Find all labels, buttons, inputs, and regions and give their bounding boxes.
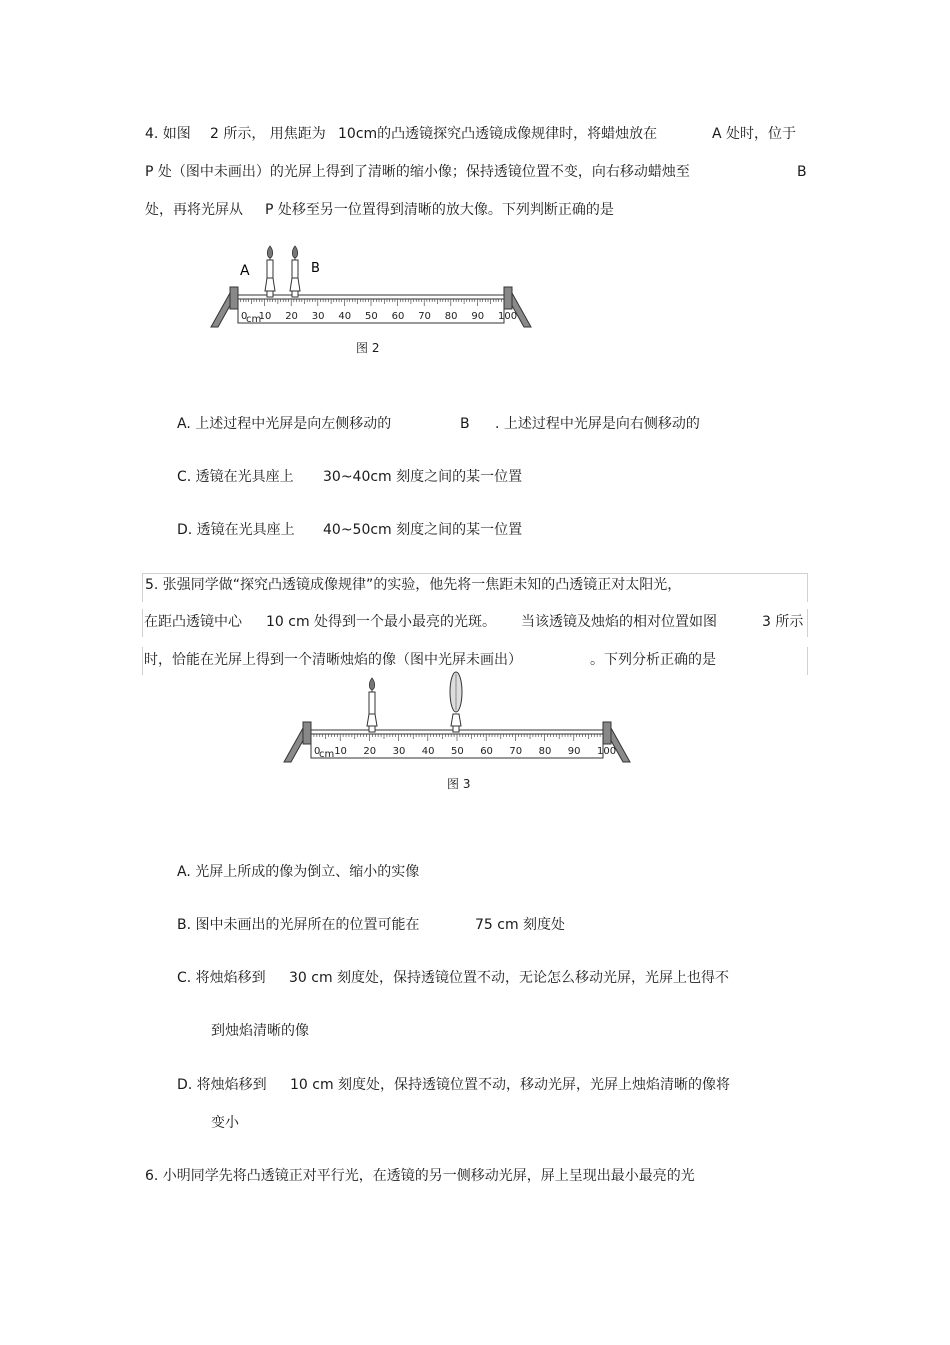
- ruler-tick-label: 30: [392, 746, 406, 757]
- q4-option-a: A. 上述过程中光屏是向左侧移动的: [177, 416, 392, 432]
- candle-a-label: A: [240, 263, 250, 279]
- q5-l2-d: 3 所示: [762, 614, 804, 630]
- q4-option-b-letter: B: [460, 416, 470, 432]
- holder-stand: [451, 714, 461, 726]
- figure-3-caption: 图 3: [447, 777, 471, 791]
- q4-option-b-text: . 上述过程中光屏是向右侧移动的: [495, 416, 700, 432]
- q4-option-d-b: 40~50cm 刻度之间的某一位置: [323, 522, 523, 538]
- q6-l1: 6. 小明同学先将凸透镜正对平行光，在透镜的另一侧移动光屏，屏上呈现出最小最亮的光: [145, 1168, 695, 1184]
- ruler-tick-label: 100: [597, 746, 617, 757]
- candle-b-label: B: [311, 261, 320, 276]
- q5-option-b-a: B. 图中未画出的光屏所在的位置可能在: [177, 917, 420, 933]
- q5-l3-a: 时，恰能在光屏上得到一个清晰烛焰的像（图中光屏未画出）: [144, 652, 522, 668]
- ruler-tick-label: 10: [258, 311, 272, 322]
- q4-option-c-a: C. 透镜在光具座上: [177, 469, 294, 485]
- flame-icon: [369, 678, 374, 690]
- ruler-unit-label: cm: [246, 314, 262, 325]
- q4-l2-a: P 处（图中未画出）的光屏上得到了清晰的缩小像；保持透镜位置不变，向右移动蜡烛至: [145, 164, 690, 180]
- q5-option-b-b: 75 cm 刻度处: [475, 917, 566, 933]
- q4-option-d-a: D. 透镜在光具座上: [177, 522, 295, 538]
- q4-l3-b: P 处移至另一位置得到清晰的放大像。下列判断正确的是: [265, 202, 614, 218]
- ruler-tick-label: 70: [509, 746, 523, 757]
- holder-slider: [453, 726, 459, 732]
- ruler-tick-label: 80: [444, 311, 458, 322]
- q4-l3-a: 处，再将光屏从: [145, 202, 243, 218]
- ruler-tick-label: 0: [314, 746, 321, 757]
- q5-option-d-a: D. 将烛焰移到: [177, 1077, 267, 1093]
- ruler-unit-label: cm: [319, 749, 335, 760]
- q5-l1: 5. 张强同学做“探究凸透镜成像规律”的实验，他先将一焦距未知的凸透镜正对太阳光，: [145, 577, 682, 593]
- q5-option-d-b: 10 cm 刻度处，保持透镜位置不动，移动光屏，光屏上烛焰清晰的像将: [290, 1077, 731, 1093]
- q5-l2-c: 当该透镜及烛焰的相对位置如图: [521, 614, 717, 630]
- ruler-tick-label: 20: [285, 311, 298, 322]
- ruler-tick-label: 40: [338, 311, 352, 322]
- q5-option-c-b: 30 cm 刻度处，保持透镜位置不动，无论怎么移动光屏，光屏上也得不: [289, 970, 730, 986]
- q4-l1-c: 10cm的凸透镜探究凸透镜成像规律时，将蜡烛放在: [338, 126, 658, 142]
- q4-l1-d: A 处时，位于: [712, 126, 797, 142]
- figure-2-caption: 图 2: [356, 341, 380, 355]
- ruler-tick-label: 60: [480, 746, 493, 757]
- ruler-tick-label: 80: [538, 746, 552, 757]
- ruler-tick-label: 20: [363, 746, 377, 757]
- ruler-tick-label: 50: [451, 746, 464, 757]
- ruler-tick-label: 40: [421, 746, 435, 757]
- q4-l1-a: 4. 如图: [145, 126, 191, 142]
- ruler-tick-label: 50: [365, 311, 378, 322]
- ruler-tick-label: 90: [567, 746, 581, 757]
- holder-slider: [369, 726, 375, 732]
- ruler-tick-label: 100: [498, 311, 518, 322]
- q5-l3-b: 。下列分析正确的是: [590, 652, 716, 668]
- q5-option-a-text: A. 光屏上所成的像为倒立、缩小的实像: [177, 864, 420, 880]
- bench-end-right: [603, 722, 611, 744]
- holder-stand: [367, 714, 377, 726]
- ruler-tick-label: 60: [391, 311, 405, 322]
- bench-end-left: [303, 722, 311, 744]
- q5-option-c-a: C. 将烛焰移到: [177, 970, 266, 986]
- ruler-tick-label: 10: [334, 746, 347, 757]
- candle-body: [369, 692, 375, 714]
- q5-l2-b: 10 cm 处得到一个最小最亮的光斑。: [266, 614, 497, 630]
- ruler-tick-label: 30: [311, 311, 325, 322]
- ruler-tick-label: 0: [241, 311, 248, 322]
- q4-l2-b: B: [797, 164, 807, 180]
- q5-option-c-c: 到烛焰清晰的像: [211, 1023, 309, 1039]
- q5-option-d-c: 变小: [211, 1115, 239, 1131]
- ruler-tick-label: 90: [471, 311, 485, 322]
- q4-option-c-b: 30~40cm 刻度之间的某一位置: [323, 469, 523, 485]
- q4-l1-b: 2 所示， 用焦距为: [210, 126, 326, 142]
- q5-l2-a: 在距凸透镜中心: [144, 614, 242, 630]
- ruler-tick-label: 70: [418, 311, 431, 322]
